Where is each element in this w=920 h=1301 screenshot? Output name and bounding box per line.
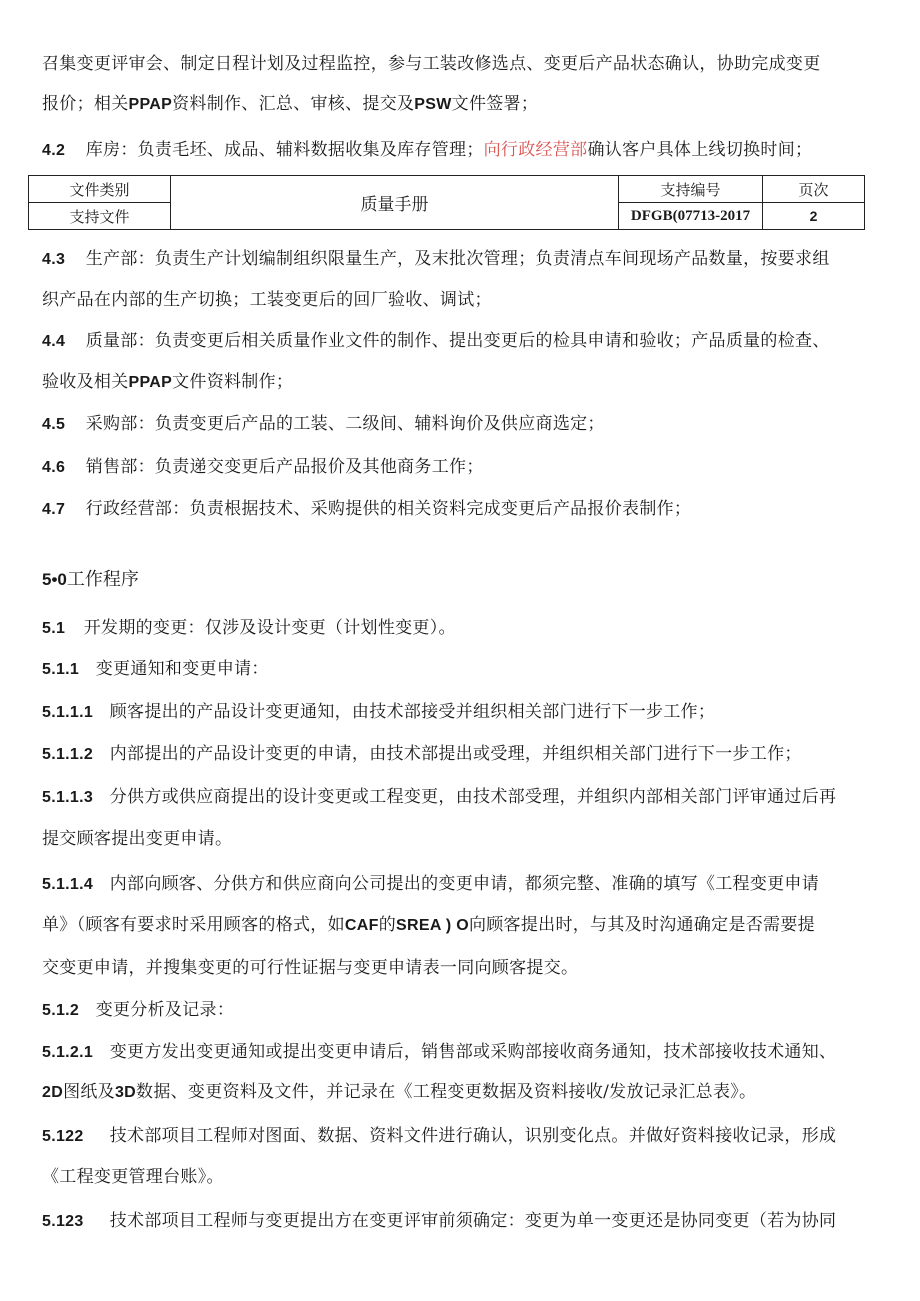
text: 的 bbox=[378, 915, 397, 935]
text: 资料制作、汇总、审核、提交及 bbox=[172, 94, 415, 114]
text: 《工程变更管理台账》。 bbox=[42, 1167, 224, 1187]
item-5-1 bbox=[42, 617, 892, 640]
section-heading bbox=[42, 568, 139, 592]
text: 技术部项目工程师对图面、数据、资料文件进行确认，识别变化点。并做好资料接收记录，形成 bbox=[109, 1126, 837, 1146]
item-number: 4.4 bbox=[42, 333, 66, 350]
text: 报价；相关 bbox=[42, 94, 129, 114]
text: 变更通知和变更申请： bbox=[95, 659, 269, 679]
paragraph-line bbox=[42, 371, 892, 394]
item-number: 4.5 bbox=[42, 416, 66, 433]
item-number: 4.7 bbox=[42, 501, 66, 518]
text: 采购部：负责变更后产品的工装、二级间、辅料询价及供应商选定； bbox=[85, 414, 605, 434]
paragraph-line bbox=[42, 828, 892, 850]
paragraph-line bbox=[42, 1166, 892, 1188]
text: 内部向顾客、分供方和供应商向公司提出的变更申请，都须完整、准确的填写《工程变更申请 bbox=[109, 874, 820, 894]
paragraph-line bbox=[42, 289, 892, 311]
text: 技术部项目工程师与变更提出方在变更评审前须确定：变更为单一变更还是协同变更（若为协同 bbox=[109, 1211, 837, 1231]
item-number: 5.123 bbox=[42, 1213, 84, 1230]
text-bold: 3D bbox=[114, 1084, 137, 1101]
text: 内部提出的产品设计变更的申请，由技术部提出或受理，并组织相关部门进行下一步工作； bbox=[109, 744, 802, 764]
text: 变更方发出变更通知或提出变更申请后，销售部或采购部接收商务通知，技术部接收技术通知、 bbox=[109, 1042, 837, 1062]
item-number: 4.3 bbox=[42, 251, 66, 268]
item-5-1-1-3 bbox=[42, 786, 892, 809]
value-support-code: DFGB(07713-2017 bbox=[619, 203, 763, 230]
paragraph-line bbox=[42, 914, 892, 937]
item-5-1-1-1 bbox=[42, 701, 892, 724]
text: 验收及相关 bbox=[42, 372, 129, 392]
item-5-123 bbox=[42, 1210, 892, 1233]
item-number: 5.1.1.1 bbox=[42, 704, 94, 721]
item-number: 4.6 bbox=[42, 459, 66, 476]
text: 生产部：负责生产计划编制组织限量生产，及末批次管理；负责清点车间现场产品数量，按要求组 bbox=[85, 249, 830, 269]
item-4-7 bbox=[42, 498, 892, 521]
label-file-category: 文件类别 bbox=[29, 176, 171, 203]
text: 顾客提出的产品设计变更通知，由技术部接受并组织相关部门进行下一步工作； bbox=[109, 702, 716, 722]
text-bold: 2D bbox=[42, 1084, 64, 1101]
item-4-3 bbox=[42, 248, 892, 271]
item-number: 5.1 bbox=[42, 620, 66, 637]
item-number: 4.2 bbox=[42, 142, 66, 159]
text: 单》（顾客有要求时采用顾客的格式，如 bbox=[42, 915, 345, 935]
item-number: 5.1.1.2 bbox=[42, 746, 94, 763]
text-bold: PPAP bbox=[128, 96, 173, 113]
text: 开发期的变更：仅涉及设计变更（计划性变更）。 bbox=[83, 618, 456, 638]
label-page: 页次 bbox=[763, 176, 865, 203]
text: 确认客户具体上线切换时间； bbox=[587, 140, 813, 160]
item-5-1-1-2 bbox=[42, 743, 892, 766]
section-title: 工作程序 bbox=[66, 569, 139, 590]
item-5-1-1 bbox=[42, 658, 892, 681]
value-page: 2 bbox=[763, 203, 865, 230]
text: 图纸及 bbox=[63, 1082, 115, 1102]
text: 文件签署； bbox=[451, 94, 539, 114]
item-5-1-1-4 bbox=[42, 873, 892, 896]
paragraph-line bbox=[42, 957, 892, 979]
text-bold: SREA ) O bbox=[396, 917, 469, 934]
item-number: 5.1.2 bbox=[42, 1002, 80, 1019]
text: 行政经营部：负责根据技术、采购提供的相关资料完成变更后产品报价表制作； bbox=[85, 499, 692, 519]
item-4-4 bbox=[42, 330, 892, 353]
text: 库房：负责毛坯、成品、辅料数据收集及库存管理； bbox=[85, 140, 484, 160]
text: 数据、变更资料及文件，并记录在《工程变更数据及资料接收/发放记录汇总表》。 bbox=[136, 1082, 757, 1102]
document-header-table bbox=[28, 175, 865, 230]
item-5-1-2 bbox=[42, 999, 892, 1022]
text-bold: CAF bbox=[344, 917, 379, 934]
text: 分供方或供应商提出的设计变更或工程变更，由技术部受理，并组织内部相关部门评审通过后再 bbox=[109, 787, 837, 807]
text-bold: PPAP bbox=[128, 374, 173, 391]
item-4-5 bbox=[42, 413, 892, 436]
paragraph-line bbox=[42, 93, 892, 116]
section-number: 5•0 bbox=[42, 570, 67, 589]
item-number: 5.1.1.4 bbox=[42, 876, 94, 893]
text: 变更分析及记录： bbox=[95, 1000, 235, 1020]
item-4-2 bbox=[42, 139, 892, 162]
text: 交变更申请，并搜集变更的可行性证据与变更申请表一同向顾客提交。 bbox=[42, 958, 579, 978]
highlighted-text: 向行政经营部 bbox=[483, 140, 588, 160]
item-4-6 bbox=[42, 456, 892, 479]
text: 质量部：负责变更后相关质量作业文件的制作、提出变更后的检具申请和验收；产品质量的检查、 bbox=[85, 331, 830, 351]
text: 召集变更评审会、制定日程计划及过程监控，参与工装改修选点、变更后产品状态确认，协助完成变更 bbox=[42, 54, 821, 74]
item-5-1-2-1 bbox=[42, 1041, 892, 1064]
text: 向顾客提出时，与其及时沟通确定是否需要提 bbox=[468, 915, 815, 935]
label-support-code: 支持编号 bbox=[619, 176, 763, 203]
paragraph-line bbox=[42, 53, 892, 75]
text: 文件资料制作； bbox=[172, 372, 294, 392]
item-number: 5.1.1.3 bbox=[42, 789, 94, 806]
item-number: 5.122 bbox=[42, 1128, 84, 1145]
text: 提交顾客提出变更申请。 bbox=[42, 829, 233, 849]
text: 销售部：负责递交变更后产品报价及其他商务工作； bbox=[85, 457, 484, 477]
document-title: 质量手册 bbox=[171, 176, 619, 230]
text-bold: PSW bbox=[414, 96, 452, 113]
item-number: 5.1.2.1 bbox=[42, 1044, 94, 1061]
item-5-122 bbox=[42, 1125, 892, 1148]
item-number: 5.1.1 bbox=[42, 661, 80, 678]
value-file-category: 支持文件 bbox=[29, 203, 171, 230]
paragraph-line bbox=[42, 1081, 892, 1104]
text: 织产品在内部的生产切换；工装变更后的回厂验收、调试； bbox=[42, 290, 492, 310]
